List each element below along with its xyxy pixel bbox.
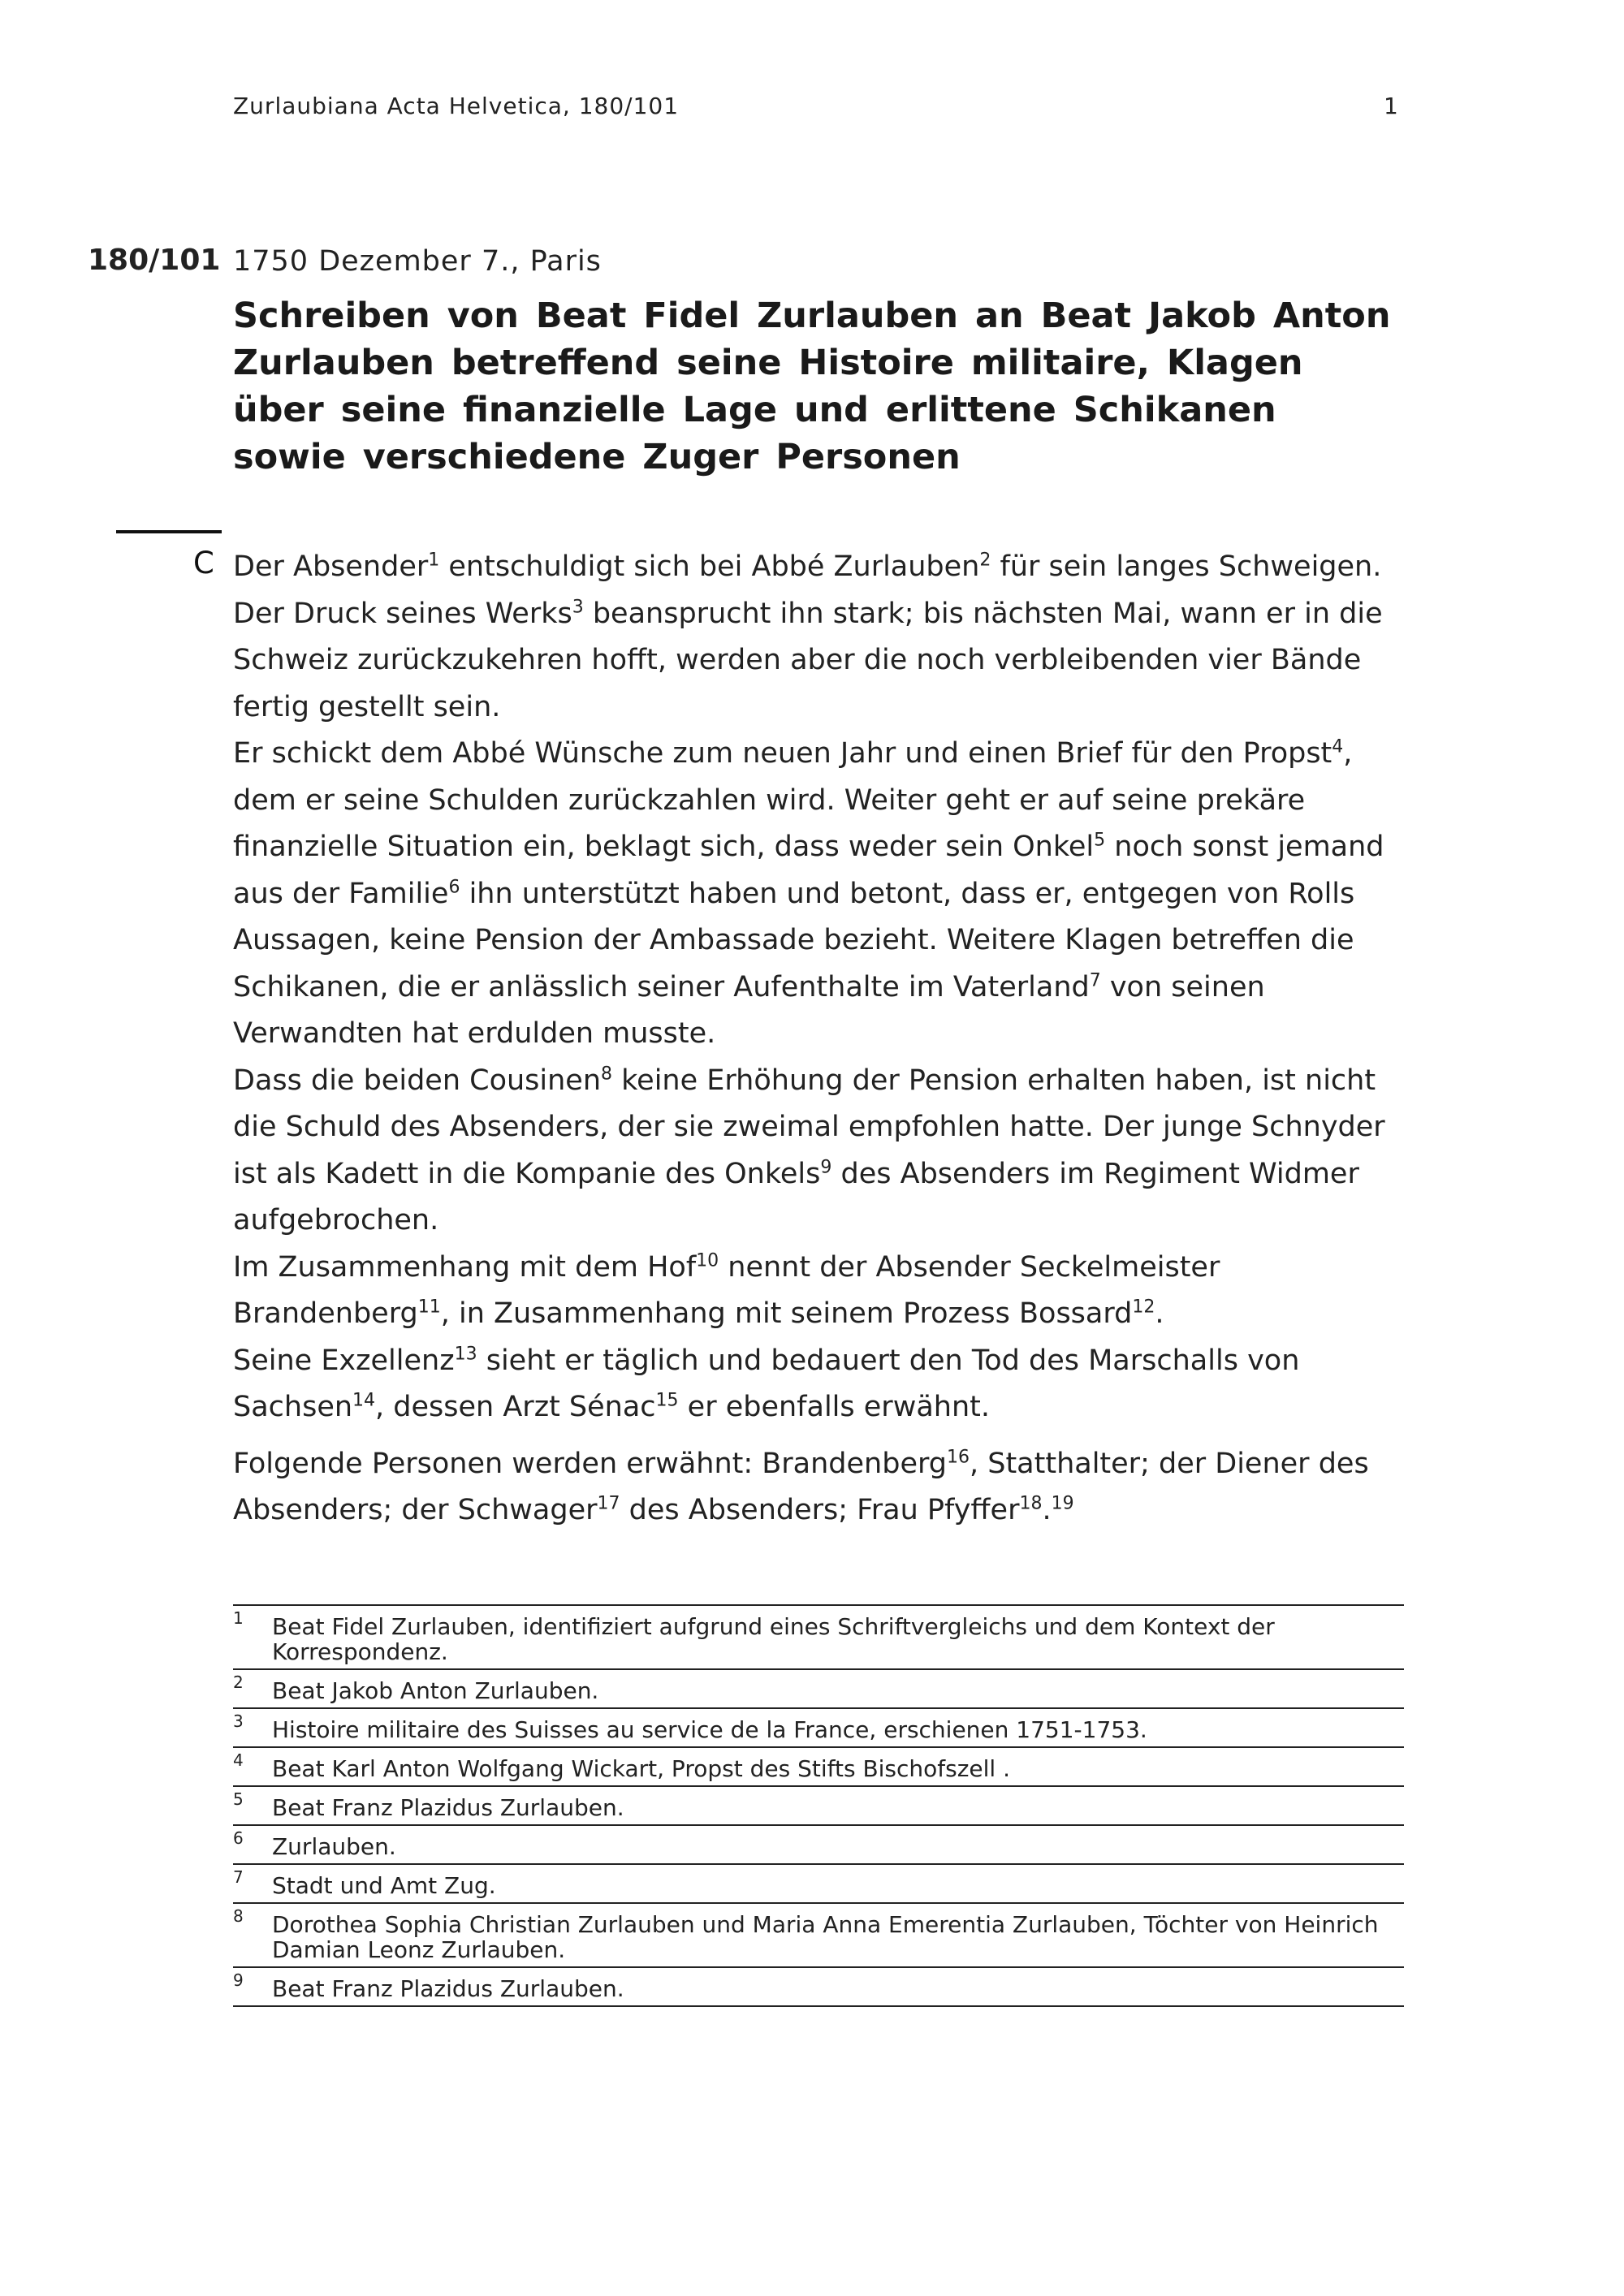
page-number: 1 <box>1384 93 1398 119</box>
footnote-ref[interactable]: 14 <box>352 1390 376 1411</box>
paragraph-2: Er schickt dem Abbé Wünsche zum neuen Jahr und einen Brief für den Propst$^4$, dem er seine Schulden zurückzahlen wird. Weiter geht er auf seine prekäre finanzielle Situation ein, beklagt sich, dass weder sein Onkel$^5$ noch sonst jemand aus der Familie$^6$ ihn unterstützt haben und betont, dass er, entgegen von Rolls Aussagen, keine Pension der Ambassade bezieht. Weitere Klagen betreffen die Schikanen, die er anlässlich seiner Aufenthalte im Vaterland$^7$ von seinen Verwandten hat erdulden musste. <box>233 736 1384 1050</box>
footnote-text: Beat Franz Plazidus Zurlauben. <box>272 1975 624 2002</box>
footnote-number: 4 <box>233 1750 244 1770</box>
footnote-ref[interactable]: 1 <box>428 550 440 571</box>
footnote <box>233 1966 1404 2007</box>
document-number: 180/101 <box>88 244 221 277</box>
footnote-ref[interactable]: 8 <box>601 1063 613 1084</box>
footnote-number: 5 <box>233 1789 244 1809</box>
footnote-number: 1 <box>233 1608 244 1628</box>
document-date: 1750 Dezember 7., Paris <box>233 245 602 278</box>
footnote <box>233 1746 1404 1785</box>
footnote <box>233 1824 1404 1863</box>
footnote-number: 2 <box>233 1672 244 1692</box>
summary-text <box>233 544 1410 1534</box>
footnote-ref[interactable]: 10 <box>696 1249 719 1271</box>
footnote <box>233 1668 1404 1707</box>
footnote-text: Stadt und Amt Zug. <box>272 1872 496 1899</box>
footnote-ref[interactable]: 3 <box>572 596 584 617</box>
footnote-ref[interactable]: 4 <box>1332 736 1344 757</box>
footnote-ref[interactable]: 6 <box>448 876 460 897</box>
footnote-number: 6 <box>233 1828 244 1848</box>
footnote-ref[interactable]: 17 <box>597 1493 620 1514</box>
paragraph-1: Der Absender$^1$ entschuldigt sich bei Abbé Zurlauben$^2$ für sein langes Schweigen. Der Druck seines Werks$^3$ beansprucht ihn stark; bis nächsten Mai, wann er in die Schweiz zurückzukehren hofft, werden aber die noch verbleibenden vier Bände fertig gestellt sein. <box>233 550 1383 723</box>
footnote-ref[interactable]: 9 <box>820 1156 832 1177</box>
running-header-title: Zurlaubiana Acta Helvetica, 180/101 <box>233 93 680 119</box>
footnote-ref[interactable]: 2 <box>979 550 991 571</box>
footnote-text: Beat Fidel Zurlauben, identifiziert aufgrund eines Schriftvergleichs und dem Kontext der Korrespondenz. <box>272 1613 1275 1665</box>
footnote-text: Histoire militaire des Suisses au service de la France, erschienen 1751-1753. <box>272 1716 1147 1743</box>
footnote-ref[interactable]: 5 <box>1094 830 1106 851</box>
footnote-ref[interactable]: 15 <box>655 1390 679 1411</box>
footnote-ref[interactable]: 18 <box>1019 1493 1043 1514</box>
footnote-ref[interactable]: 13 <box>454 1343 477 1364</box>
paragraph-3: Dass die beiden Cousinen$^8$ keine Erhöhung der Pension erhalten haben, ist nicht die Schuld des Absenders, der sie zweimal empfohlen hatte. Der junge Schnyder ist als Kadett in die Kompanie des Onkels$^9$ des Absenders im Regiment Widmer aufgebrochen. <box>233 1063 1385 1236</box>
footnote-text: Dorothea Sophia Christian Zurlauben und Maria Anna Emerentia Zurlauben, Töchter von Heinrich Damian Leonz Zurlauben. <box>272 1911 1379 1963</box>
footnote <box>233 1707 1404 1746</box>
footnote-text: Beat Jakob Anton Zurlauben. <box>272 1677 599 1704</box>
footnote-ref[interactable]: 12 <box>1132 1297 1155 1318</box>
footnote-ref[interactable]: 11 <box>417 1297 441 1318</box>
footnotes <box>233 1604 1404 2007</box>
footnote-ref[interactable]: 16 <box>946 1446 970 1467</box>
footnote <box>233 1902 1404 1966</box>
footnote-text: Zurlauben. <box>272 1833 396 1860</box>
footnote-number: 7 <box>233 1867 244 1887</box>
summary-marker: C <box>193 546 214 580</box>
paragraph-5: Seine Exzellenz$^{13}$ sieht er täglich und bedauert den Tod des Marschalls von Sachsen$^{14}$, dessen Arzt Sénac$^{15}$ er ebenfalls erwähnt. <box>233 1343 1300 1423</box>
footnote <box>233 1604 1404 1668</box>
footnote <box>233 1863 1404 1902</box>
paragraph-6: Folgende Personen werden erwähnt: Brandenberg$^{16}$, Statthalter; der Diener des Absenders; der Schwager$^{17}$ des Absenders; Frau Pfyffer$^{18}$.$^{19}$ <box>233 1446 1369 1526</box>
footnote-number: 8 <box>233 1906 244 1926</box>
footnote-text: Beat Karl Anton Wolfgang Wickart, Propst des Stifts Bischofszell . <box>272 1755 1011 1782</box>
footnote-ref[interactable]: 19 <box>1051 1493 1074 1514</box>
footnote-number: 9 <box>233 1970 244 1990</box>
document-title: Schreiben von Beat Fidel Zurlauben an Beat Jakob Anton Zurlauben betreffend seine Histoire militaire, Klagen über seine finanzielle Lage und erlittene Schikanen sowie verschiedene Zuger Personen <box>233 296 1391 477</box>
paragraph-4: Im Zusammenhang mit dem Hof$^{10}$ nennt der Absender Seckelmeister Brandenberg$^{11}$, in Zusammenhang mit seinem Prozess Bossard$^{12}$. <box>233 1249 1220 1330</box>
footnote-text: Beat Franz Plazidus Zurlauben. <box>272 1794 624 1821</box>
section-rule <box>116 530 222 533</box>
footnote-ref[interactable]: 7 <box>1089 969 1101 990</box>
footnote <box>233 1785 1404 1824</box>
footnote-number: 3 <box>233 1711 244 1731</box>
